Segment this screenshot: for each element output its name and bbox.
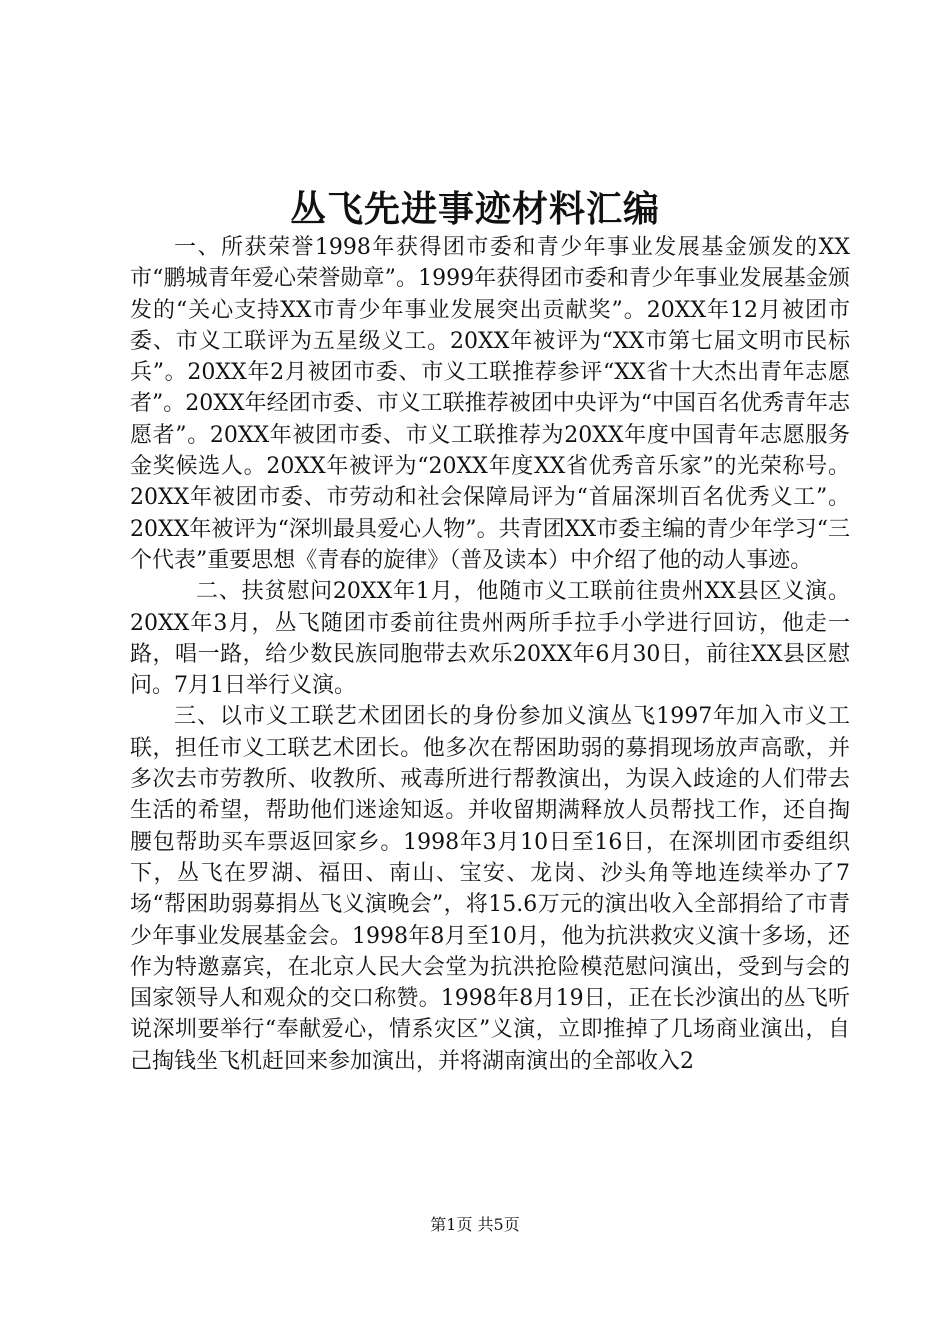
- document-body: [130, 232, 850, 1077]
- paragraph-charity-performances: 三、以市义工联艺术团团长的身份参加义演丛飞1997年加入市义工联，担任市义工联艺术团长。他多次在帮困助弱的募捐现场放声高歌，并多次去市劳教所、收教所、戒毒所进行帮教演出，为误入歧途的人们带去生活的希望，帮助他们迷途知返。并收留期满释放人员帮找工作，还自掏腰包帮助买车票返回家乡。1998年3月10日至16日，在深圳团市委组织下，丛飞在罗湖、福田、南山、宝安、龙岗、沙头角等地连续举办了7场“帮困助弱募捐丛飞义演晚会”，将15.6万元的演出收入全部捐给了市青少年事业发展基金会。1998年8月至10月，他为抗洪救灾义演十多场，还作为特邀嘉宾，在北京人民大会堂为抗洪抢险模范慰问演出，受到与会的国家领导人和观众的交口称赞。1998年8月19日，正在长沙演出的丛飞听说深圳要举行“奉献爱心，情系灾区”义演，立即推掉了几场商业演出，自己掏钱坐飞机赶回来参加演出，并将湖南演出的全部收入2: [130, 704, 850, 1074]
- document-title: 丛飞先进事迹材料汇编: [289, 188, 660, 230]
- paragraph-honors: 一、所获荣誉1998年获得团市委和青少年事业发展基金颁发的XX市“鹏城青年爱心荣誉勋章”。1999年获得团市委和青少年事业发展基金颁发的“关心支持XX市青少年事业发展突出贡献奖”。20XX年12月被团市委、市义工联评为五星级义工。20XX年被评为“XX市第七届文明市民标兵”。20XX年2月被团市委、市义工联推荐参评“XX省十大杰出青年志愿者”。20XX年经团市委、市义工联推荐被团中央评为“中国百名优秀青年志愿者”。20XX年被团市委、市义工联推荐为20XX年度中国青年志愿服务金奖候选人。20XX年被评为“20XX年度XX省优秀音乐家”的光荣称号。20XX年被团市委、市劳动和社会保障局评为“首届深圳百名优秀义工”。20XX年被评为“深圳最具爱心人物”。共青团XX市委主编的青少年学习“三个代表”重要思想《青春的旋律》（普及读本）中介绍了他的动人事迹。: [130, 235, 850, 573]
- paragraph-poverty-relief: 二、扶贫慰问20XX年1月，他随市义工联前往贵州XX县区义演。20XX年3月，丛飞随团市委前往贵州两所手拉手小学进行回访，他走一路，唱一路，给少数民族同胞带去欢乐20XX年6月30日，前往XX县区慰问。7月1日举行义演。: [130, 579, 850, 699]
- page-number-footer: 第1页 共5页: [430, 1215, 520, 1234]
